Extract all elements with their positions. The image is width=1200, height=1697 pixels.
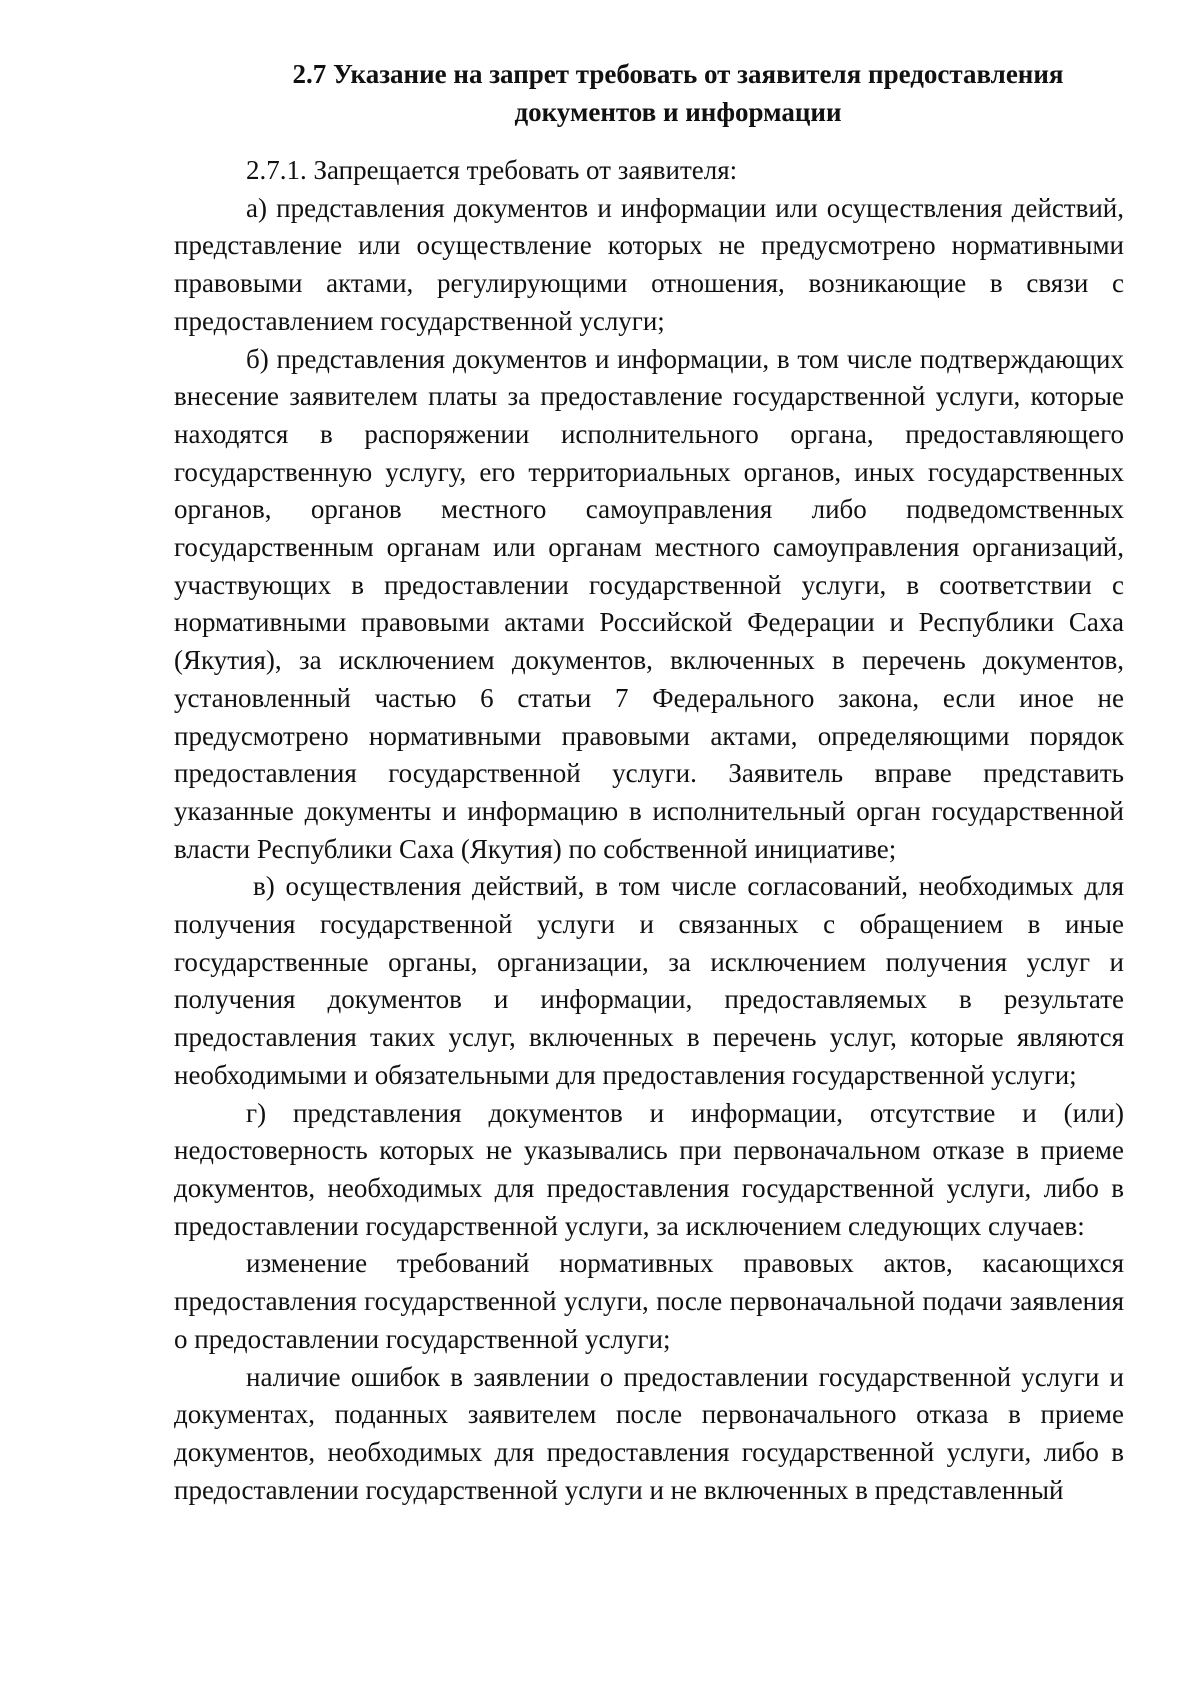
document-page xyxy=(174,56,1124,1509)
paragraph-item-v: в) осуществления действий, в том числе согласований, необходимых для получения государственной услуги и связанных с обращением в иные государственные органы, организации, за исключением получения услуг и получения документов и информации, предоставляемых в результате предоставления таких услуг, включенных в перечень услуг, которые являются необходимыми и обязательными для предоставления государственной услуги; xyxy=(174,871,1124,1090)
section-heading xyxy=(174,56,1124,131)
section-heading-line-1: 2.7 Указание на запрет требовать от заявителя предоставления xyxy=(292,59,1064,89)
paragraph-item-a: а) представления документов и информации или осуществления действий, представление или осуществление которых не предусмотрено нормативными правовыми актами, регулирующими отношения, возникающие в связи с предоставлением государственной услуги; xyxy=(174,192,1124,336)
paragraph-case-errors: наличие ошибок в заявлении о предоставлении государственной услуги и документах, поданных заявителем после первоначального отказа в приеме документов, необходимых для предоставления государственной услуги, либо в предоставлении государственной услуги и не включенных в представленный xyxy=(174,1361,1124,1505)
paragraph-item-g: г) представления документов и информации, отсутствие и (или) недостоверность которых не указывались при первоначальном отказе в приеме документов, необходимых для предоставления государственной услуги, либо в предоставлении государственной услуги, за исключением следующих случаев: xyxy=(174,1097,1124,1241)
paragraph-2-7-1: 2.7.1. Запрещается требовать от заявителя: xyxy=(246,155,738,185)
paragraph-item-b: б) представления документов и информации, в том числе подтверждающих внесение заявителем платы за предоставление государственной услуги, которые находятся в распоряжении исполнительного органа, предоставляющего государственную услугу, его территориальных органов, иных государственных органов, органов местного самоуправления либо подведомственных государственным органам или органам местного самоуправления организаций, участвующих в предоставлении государственной услуги, в соответствии с нормативными правовыми актами Российской Федерации и Республики Саха (Якутия), за исключением документов, включенных в перечень документов, установленный частью 6 статьи 7 Федерального закона, если иное не предусмотрено нормативными правовыми актами, определяющими порядок предоставления государственной услуги. Заявитель вправе представить указанные документы и информацию в исполнительный орган государственной власти Республики Саха (Якутия) по собственной инициативе; xyxy=(174,343,1124,864)
section-heading-line-2: документов и информации xyxy=(514,96,842,127)
paragraph-case-requirements-change: изменение требований нормативных правовых актов, касающихся предоставления государственной услуги, после первоначальной подачи заявления о предоставлении государственной услуги; xyxy=(174,1248,1124,1354)
